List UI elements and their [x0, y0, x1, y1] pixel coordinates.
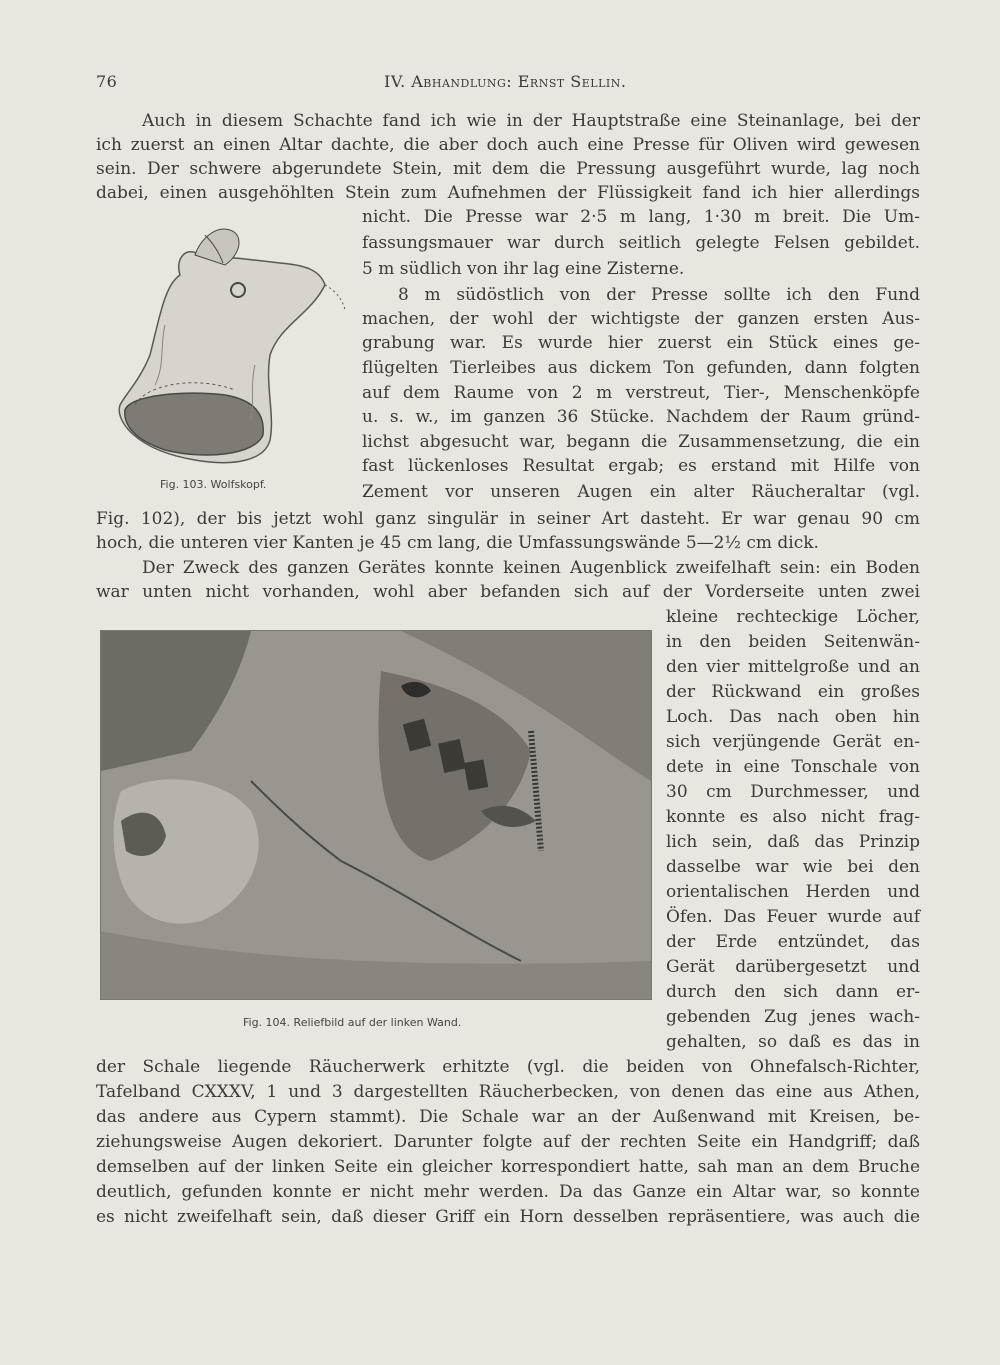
text-line: den vier mittelgroße und an	[666, 657, 920, 677]
text-line: 8 m südöstlich von der Presse sollte ich den Fund	[398, 285, 920, 305]
text-line: das andere aus Cypern stammt). Die Schale war an der Außenwand mit Kreisen, be-	[96, 1107, 920, 1127]
text-line: fassungsmauer war durch seitlich gelegte Felsen gebildet.	[362, 233, 920, 253]
text-line: der Erde entzündet, das	[666, 932, 920, 952]
figure-103-caption: Fig. 103. Wolfskopf.	[160, 478, 267, 491]
text-line: der Schale liegende Räucherwerk erhitzte (vgl. die beiden von Ohnefalsch-Richter,	[96, 1057, 920, 1077]
text-line: machen, der wohl der wichtigste der ganzen ersten Aus-	[362, 309, 920, 329]
text-line: dete in eine Tonschale von	[666, 757, 920, 777]
text-line: durch den sich dann er-	[666, 982, 920, 1002]
text-line: gehalten, so daß es das in	[666, 1032, 920, 1052]
text-line: Der Zweck des ganzen Gerätes konnte keinen Augenblick zweifelhaft sein: ein Boden	[142, 558, 920, 578]
text-line: Zement vor unseren Augen ein alter Räucheraltar (vgl.	[362, 482, 920, 502]
page-header	[96, 72, 916, 98]
text-line: gebenden Zug jenes wach-	[666, 1007, 920, 1027]
text-line: der Rückwand ein großes	[666, 682, 920, 702]
figure-103-wolfskopf	[105, 215, 350, 475]
relief-photo-image	[101, 631, 651, 999]
text-line: ziehungsweise Augen dekoriert. Darunter folgte auf der rechten Seite ein Handgriff; daß	[96, 1132, 920, 1152]
text-line: deutlich, gefunden konnte er nicht mehr werden. Da das Ganze ein Altar war, so konnte	[96, 1182, 920, 1202]
text-line: lichst abgesucht war, begann die Zusammensetzung, die ein	[362, 432, 920, 452]
text-line: nicht. Die Presse war 2·5 m lang, 1·30 m breit. Die Um-	[362, 207, 920, 227]
text-line: sich verjüngende Gerät en-	[666, 732, 920, 752]
text-line: Loch. Das nach oben hin	[666, 707, 920, 727]
running-title: IV. Abhandlung: Ernst Sellin.	[384, 72, 627, 91]
text-line: fast lückenloses Resultat ergab; es erstand mit Hilfe von	[362, 456, 920, 476]
text-line: hoch, die unteren vier Kanten je 45 cm lang, die Umfassungswände 5—2½ cm dick.	[96, 533, 819, 553]
text-line: Auch in diesem Schachte fand ich wie in der Hauptstraße eine Steinanlage, bei der	[142, 111, 920, 131]
text-line: Tafelband CXXXV, 1 und 3 dargestellten Räucherbecken, von denen das eine aus Athen,	[96, 1082, 920, 1102]
text-line: orientalischen Herden und	[666, 882, 920, 902]
text-line: grabung war. Es wurde hier zuerst ein Stück eines ge-	[362, 333, 920, 353]
text-line: lich sein, daß das Prinzip	[666, 832, 920, 852]
text-line: u. s. w., im ganzen 36 Stücke. Nachdem der Raum gründ-	[362, 407, 920, 427]
text-line: ich zuerst an einen Altar dachte, die aber doch auch eine Presse für Oliven wird gewesen	[96, 135, 920, 155]
text-line: 5 m südlich von ihr lag eine Zisterne.	[362, 259, 685, 279]
text-line: Gerät darübergesetzt und	[666, 957, 920, 977]
page-number: 76	[96, 72, 118, 91]
text-line: Fig. 102), der bis jetzt wohl ganz singulär in seiner Art dasteht. Er war genau 90 cm	[96, 509, 920, 529]
text-line: dasselbe war wie bei den	[666, 857, 920, 877]
text-line: 30 cm Durchmesser, und	[666, 782, 920, 802]
text-line: demselben auf der linken Seite ein gleicher korrespondiert hatte, sah man an dem Bruche	[96, 1157, 920, 1177]
text-line: auf dem Raume von 2 m verstreut, Tier-, Menschenköpfe	[362, 383, 920, 403]
figure-104-caption: Fig. 104. Reliefbild auf der linken Wand.	[243, 1016, 462, 1029]
text-line: dabei, einen ausgehöhlten Stein zum Aufnehmen der Flüssigkeit fand ich hier allerdings	[96, 183, 920, 203]
text-line: Öfen. Das Feuer wurde auf	[666, 907, 920, 927]
wolf-head-drawing	[105, 215, 350, 475]
text-line: kleine rechteckige Löcher,	[666, 607, 920, 627]
figure-104-relief-photo	[100, 630, 652, 1000]
text-line: sein. Der schwere abgerundete Stein, mit dem die Pressung ausgeführt wurde, lag noch	[96, 159, 920, 179]
text-line: war unten nicht vorhanden, wohl aber befanden sich auf der Vorderseite unten zwei	[96, 582, 920, 602]
text-line: flügelten Tierleibes aus dickem Ton gefunden, dann folgten	[362, 358, 920, 378]
text-line: konnte es also nicht frag-	[666, 807, 920, 827]
text-line: in den beiden Seitenwän-	[666, 632, 920, 652]
text-line: es nicht zweifelhaft sein, daß dieser Griff ein Horn desselben repräsentiere, was auch die	[96, 1207, 920, 1227]
